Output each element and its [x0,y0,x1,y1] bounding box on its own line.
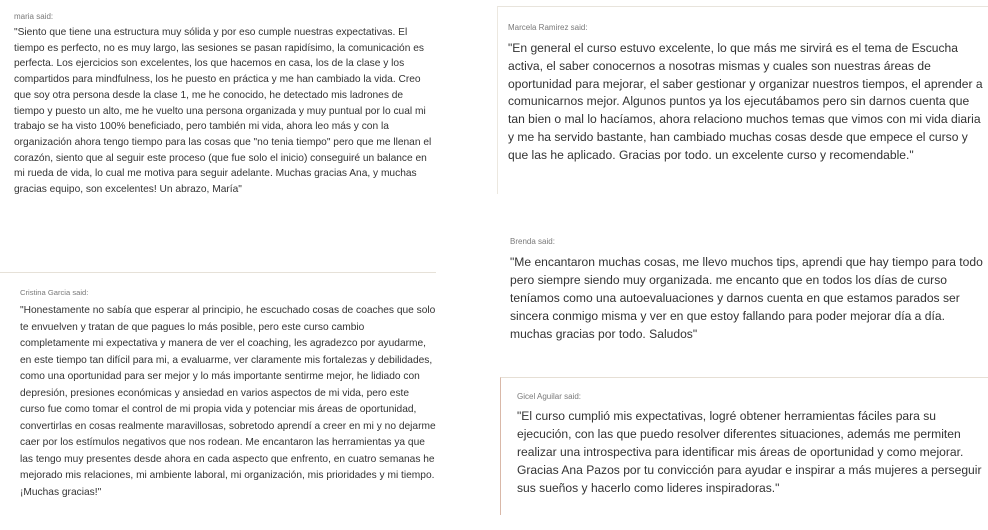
testimonial-card-cristina-garcia [0,272,436,530]
testimonial-card-brenda [497,226,988,366]
testimonial-card-marcela-ramirez [497,6,988,194]
testimonial-author: Gicel Aguilar said: [517,392,582,401]
testimonial-author: Brenda said: [510,237,555,246]
testimonial-card-gicel-aguilar [500,377,988,515]
testimonial-quote: "Honestamente no sabía que esperar al principio, he escuchado cosas de coaches que solo te envuelven y tratan de que pagues lo más posible, pero este curso cambio completamente mi expectativa y manera de ver el coaching, les agradezco por ayudarme, en este tiempo tan difícil para mi, a evaluarme, ver claramente mis fortalezas y debilidades, como una oportunidad para ser mejor y lo más importante sentirme mejor, he lidiado con depresión, presiones económicas y ansiedad en varios aspectos de mi vida, pero este curso fue como tomar el control de mi propia vida y potenciar mis áreas de oportunidad, convertirlas en cosas realmente maravillosas, sobretodo aprendí a creer en mi y no dejarme caer por los estímulos negativos que nos rodean. Me encantaron las herramientas ya que las tengo muy presentes desde ahora en cada aspecto que enfrento, en cuatro semanas he mejorado mis relaciones, mi ambiente laboral, mi organización, mis prioridades y mi tiempo. ¡Muchas gracias!" [20,305,436,498]
testimonial-author: Cristina Garcia said: [20,288,89,297]
testimonial-author: Marcela Ramirez said: [508,23,588,32]
testimonial-quote: "El curso cumplió mis expectativas, logré obtener herramientas fáciles para su ejecución, con las que puedo resolver diferentes situaciones, además me permiten realizar una introspectiva para identificar mis áreas de oportunidad y como mejorar. Gracias Ana Pazos por tu convicción para ayudar e inspirar a más mujeres a perseguir sus sueños y hacerlo como lideres inspiradoras." [517,409,982,495]
testimonial-quote: "En general el curso estuvo excelente, lo que más me sirvirá es el tema de Escucha activa, el saber conocernos a nosotras mismas y cuales son nuestras áreas de oportunidad para mejorar, el saber gestionar y organizar nuestros tiempos, el aprender a comunicarnos mejor. Algunos puntos ya los ejecutábamos pero sin darnos cuenta que tan bien o mal lo hacíamos, ahora relaciono muchos temas que vimos con mi vida diaria y me ha servido bastante, han cambiado muchas cosas desde que empece el curso y que las he aplicado. Gracias por todo. un excelente curso y recomendable." [508,41,983,162]
testimonial-quote: "Me encantaron muchas cosas, me llevo muchos tips, aprendi que hay tiempo para todo pero siempre siendo muy organizada. me encanto que en todos los días de curso teníamos como una autoevaluaciones y darnos cuenta en que estamos parados ser sincera conmigo misma y ver en que estoy fallando para poder mejorar día a día. muchas gracias por todo. Saludos" [510,255,983,341]
testimonial-quote: "Siento que tiene una estructura muy sólida y por eso cumple nuestras expectativas. El tiempo es perfecto, no es muy largo, las sesiones se pasan rapidísimo, la comunicación es perfecta. Los ejercicios son excelentes, los que hacemos en casa, los de la clase y los compartidos para mindfulness, los he puesto en práctica y me han cambiado la vida. Creo que soy otra persona desde la clase 1, me he conocido, he detectado mis ladrones de tiempo y puesto un alto, me he vuelto una persona organizada y muy puntual por lo cual mi trabajo se ha visto 100% beneficiado, pero también mi vida, ahora leo más y con la organización ahora tengo tiempo para las cosas que "no tenia tiempo" pero que me llenan el corazón, siento que al seguir este proceso (que fue solo el inicio) conseguiré un balance en mi rueda de vida, lo cual me motiva para seguir adelante. Muchas gracias Ana, y muchas gracias equipo, son excelentes! Un abrazo, María" [14,27,432,196]
testimonial-author: maria said: [14,12,54,21]
testimonial-card-maria [0,0,432,254]
